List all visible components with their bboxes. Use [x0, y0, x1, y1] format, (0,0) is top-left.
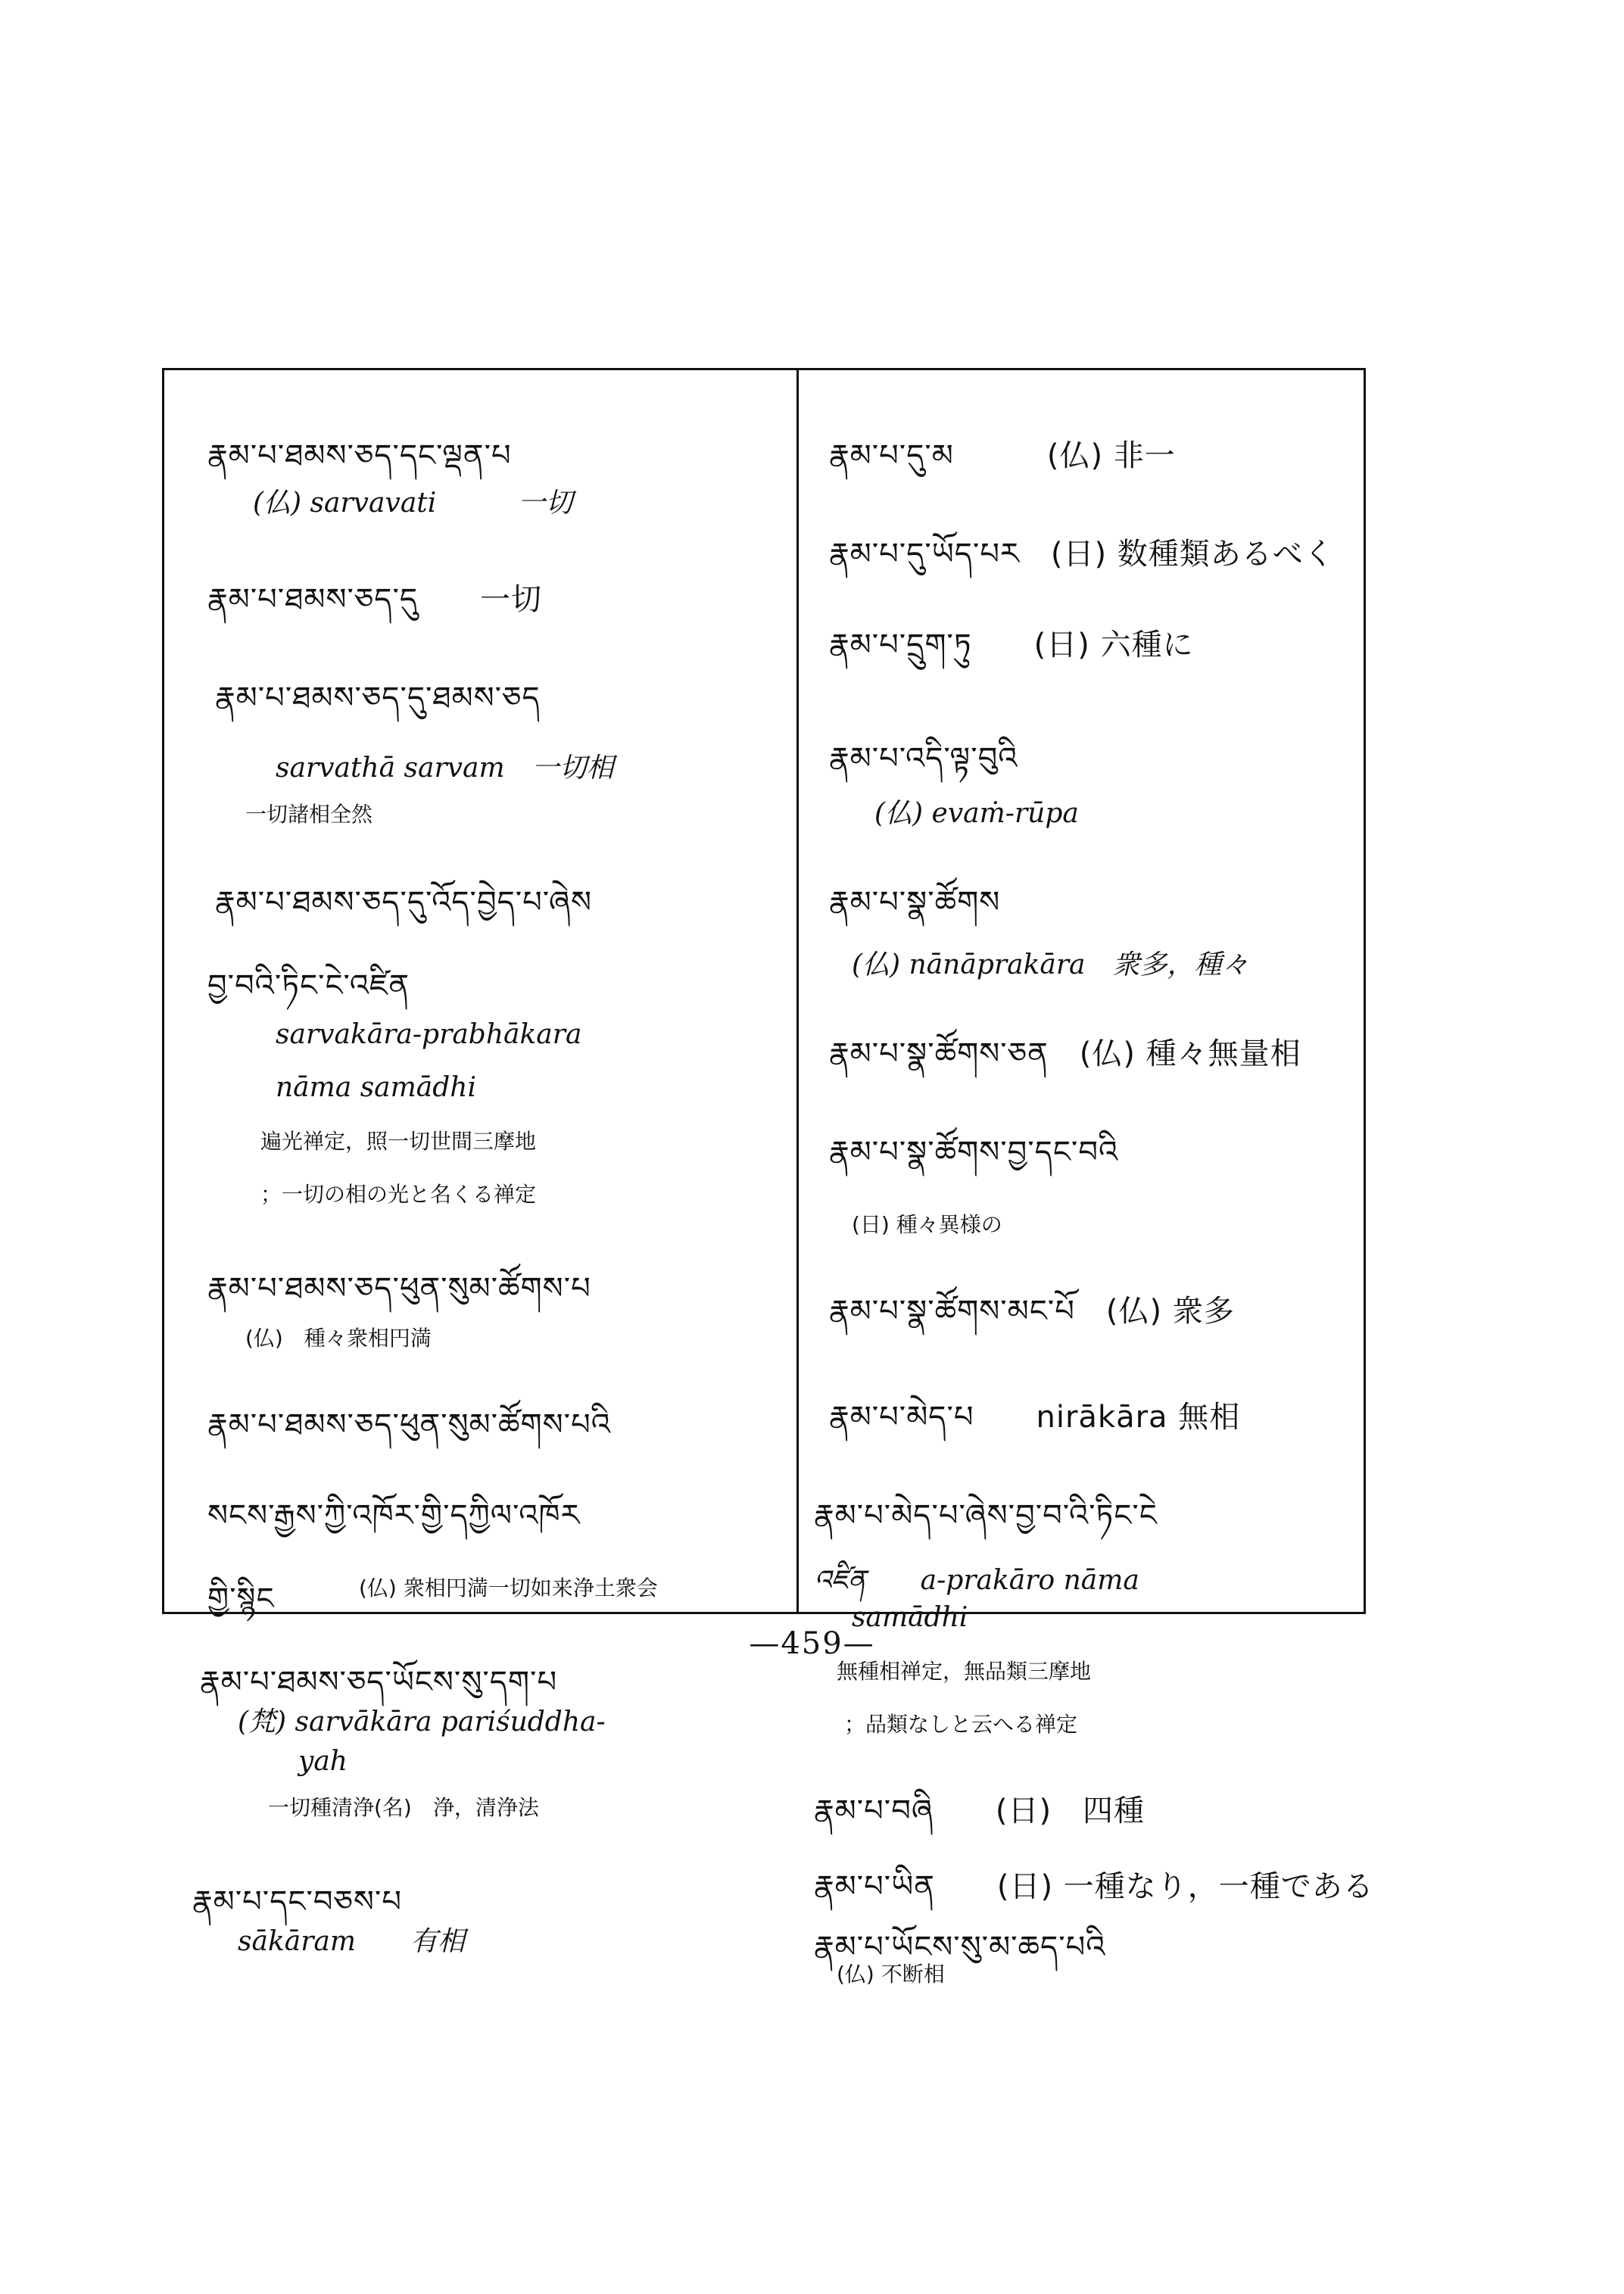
- entry-left-21: yah: [298, 1746, 348, 1777]
- entry-left-10: nāma samādhi: [276, 1072, 476, 1103]
- entry-left-13: རྣམ་པ་ཐམས་ཅད་ཕུན་སུམ་ཚོགས་པ: [207, 1271, 591, 1306]
- entry-right-18: རྣམ་པ་བཞི (日) 四種: [814, 1794, 1146, 1828]
- entry-left-2: (仏) sarvavati 一切: [253, 488, 573, 519]
- entry-right-1: རྣམ་པ་དུ་མ (仏) 非一: [829, 438, 1176, 473]
- entry-left-23: རྣམ་པ་དང་བཅས་པ: [192, 1884, 402, 1919]
- entry-left-7: རྣམ་པ་ཐམས་ཅད་དུ་འོད་བྱེད་པ་ཞེས: [215, 885, 592, 920]
- entry-right-17: ；品類なしと云へる禅定: [844, 1712, 1078, 1737]
- entry-left-15: རྣམ་པ་ཐམས་ཅད་ཕུན་སུམ་ཚོགས་པའི: [207, 1407, 611, 1442]
- entry-right-14: འཛིན a-prakāro nāma: [814, 1565, 1139, 1596]
- entry-left-1: རྣམ་པ་ཐམས་ཅད་དང་ལྡན་པ: [207, 438, 512, 473]
- entry-right-10: (日) 種々異様の: [852, 1212, 1002, 1237]
- entry-right-12: རྣམ་པ་མེད་པ nirākāra 無相: [829, 1400, 1241, 1435]
- entry-right-3: རྣམ་པ་དྲུག་ཏུ (日) 六種に: [829, 628, 1194, 662]
- entry-right-13: རྣམ་པ་མེད་པ་ཞེས་བྱ་བ་འི་ཏིང་ངེ: [814, 1498, 1158, 1533]
- entry-left-6: 一切諸相全然: [245, 802, 373, 827]
- entry-right-7: (仏) nānāprakāra 衆多，種々: [852, 949, 1249, 980]
- entry-right-5: (仏) evaṁ-rūpa: [874, 798, 1079, 829]
- entry-right-2: རྣམ་པ་དུ་ཡོད་པར (日) 数種類あるべく: [829, 537, 1335, 572]
- page-number: —459—: [749, 1626, 875, 1661]
- entry-right-9: རྣམ་པ་སྣ་ཚོགས་བྱ་དང་བའི: [829, 1135, 1119, 1170]
- entry-right-16: 無種相禅定，無品類三摩地: [837, 1659, 1092, 1684]
- entry-left-11: 遍光禅定，照一切世間三摩地: [260, 1129, 537, 1154]
- entry-left-17: གྱི་སྙིང: [207, 1582, 275, 1616]
- entry-left-22: 一切種清浄(名) 浄，清浄法: [268, 1795, 539, 1820]
- entry-left-18: (仏) 衆相円満一切如来浄土衆会: [359, 1576, 658, 1601]
- entry-right-6: རྣམ་པ་སྣ་ཚོགས: [829, 885, 1001, 920]
- entry-left-16: སངས་རྒྱས་ཀྱི་འཁོར་གྱི་དཀྱིལ་འཁོར: [207, 1498, 581, 1533]
- entry-left-24: sākāram 有相: [238, 1926, 466, 1957]
- entry-right-4: རྣམ་པ་འདི་ལྟ་བུའི: [829, 741, 1018, 776]
- left-column: [162, 368, 796, 1957]
- entry-right-19: རྣམ་པ་ཡིན (日) 一種なり，一種である: [814, 1869, 1374, 1904]
- entry-right-20: རྣམ་པ་ཡོངས་སུ་མ་ཆད་པའི: [814, 1930, 1106, 1965]
- entry-left-9: sarvakāra-prabhākara: [276, 1019, 582, 1050]
- entry-left-12: ；一切の相の光と名くる禅定: [260, 1182, 537, 1207]
- entry-left-20: (梵) sarvākāra pariśuddha-: [238, 1706, 606, 1738]
- entry-right-21: (仏) 不断相: [837, 1962, 945, 1987]
- entry-right-15: samādhi: [852, 1602, 968, 1633]
- entry-left-19: རྣམ་པ་ཐམས་ཅད་ཡོངས་སུ་དག་པ: [200, 1665, 558, 1700]
- entry-right-8: རྣམ་པ་སྣ་ཚོགས་ཅན (仏) 種々無量相: [829, 1036, 1301, 1071]
- entry-left-14: (仏) 種々衆相円満: [245, 1326, 432, 1351]
- entry-left-5: sarvathā sarvam 一切相: [276, 753, 614, 784]
- entry-left-4: རྣམ་པ་ཐམས་ཅད་དུ་ཐམས་ཅད: [215, 681, 541, 715]
- entry-right-11: རྣམ་པ་སྣ་ཚོགས་མང་པོ (仏) 衆多: [829, 1294, 1235, 1329]
- entry-left-3: རྣམ་པ་ཐམས་ཅད་དུ 一切: [207, 582, 542, 617]
- entry-left-8: བྱ་བའི་ཏིང་ངེ་འཛིན: [207, 968, 410, 1003]
